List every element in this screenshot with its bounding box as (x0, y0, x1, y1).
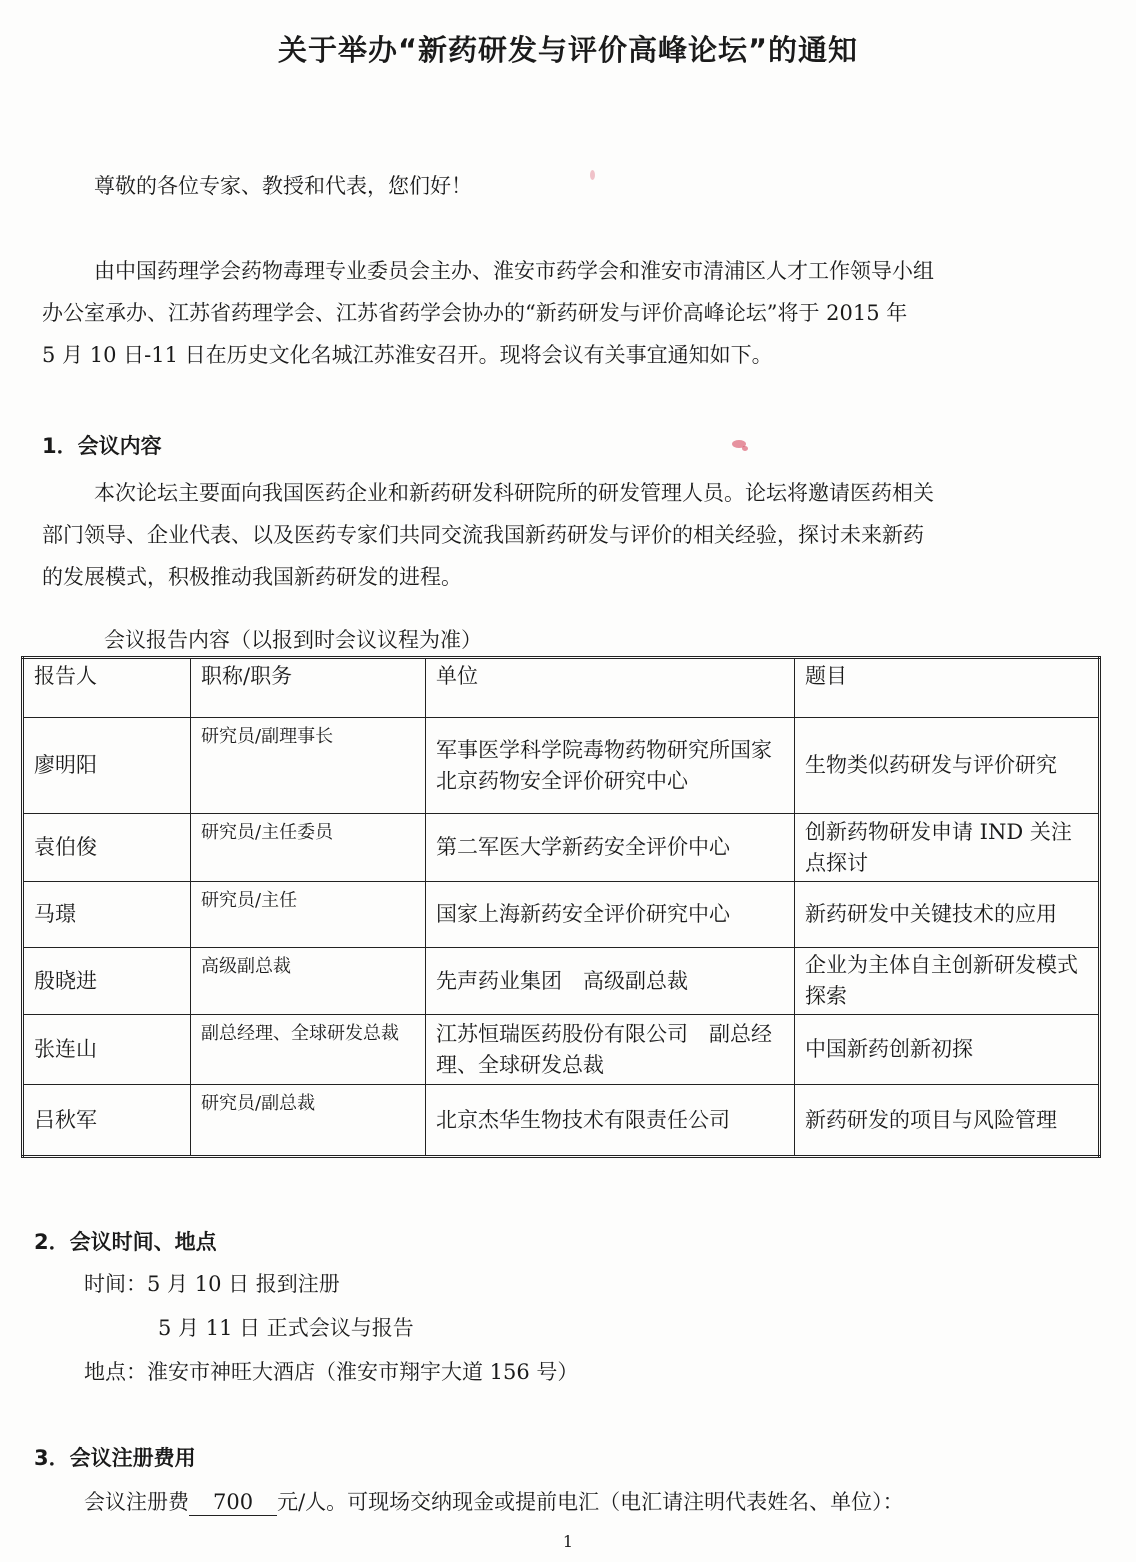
row-speaker: 殷晓进 (23, 948, 191, 1015)
fee-prefix: 会议注册费 (84, 1490, 189, 1514)
ink-stain (742, 446, 748, 451)
fee-suffix: 元/人。可现场交纳现金或提前电汇（电汇请注明代表姓名、单位）： (277, 1490, 904, 1514)
row-speaker: 马璟 (23, 882, 191, 948)
row-position: 副总经理、全球研发总裁 (191, 1015, 426, 1085)
place-row (84, 1356, 578, 1388)
table-header-row (23, 658, 1100, 718)
document-title: 关于举办“新药研发与评价高峰论坛”的通知 (277, 33, 859, 67)
row-unit: 军事医学科学院毒物药物研究所国家北京药物安全评价研究中心 (426, 718, 795, 814)
intro-paragraph (42, 250, 1102, 376)
page-number: 1 (562, 1532, 574, 1551)
row-topic: 生物类似药研发与评价研究 (795, 718, 1100, 814)
row-topic: 企业为主体自主创新研发模式探索 (795, 948, 1100, 1015)
table-row (23, 948, 1100, 1015)
table-row (23, 1015, 1100, 1085)
table-row (23, 882, 1100, 948)
intro-line-1: 由中国药理学会药物毒理专业委员会主办、淮安市药学会和淮安市清浦区人才工作领导小组 (94, 259, 934, 283)
ink-stain (590, 170, 595, 180)
section3-heading: 3．会议注册费用 (34, 1446, 196, 1470)
row-speaker: 廖明阳 (23, 718, 191, 814)
time-label: 时间： (84, 1272, 147, 1296)
row-unit: 第二军医大学新药安全评价中心 (426, 814, 795, 882)
greeting: 尊敬的各位专家、教授和代表，您们好！ (94, 174, 472, 198)
fee-row (84, 1486, 904, 1518)
header-unit: 单位 (426, 658, 795, 718)
row-unit: 江苏恒瑞医药股份有限公司 副总经理、全球研发总裁 (426, 1015, 795, 1085)
table-caption: 会议报告内容（以报到时会议议程为准） (104, 628, 482, 652)
section1-paragraph (42, 472, 1102, 598)
table-row (23, 718, 1100, 814)
row-topic: 新药研发的项目与风险管理 (795, 1085, 1100, 1157)
row-position: 研究员/副理事长 (191, 718, 426, 814)
intro-line-2: 办公室承办、江苏省药理学会、江苏省药学会协办的“新药研发与评价高峰论坛”将于 2015 年 (42, 301, 908, 325)
row-position: 研究员/主任 (191, 882, 426, 948)
row-position: 研究员/副总裁 (191, 1085, 426, 1157)
place-label: 地点： (84, 1360, 147, 1384)
fee-value: 700 (189, 1489, 277, 1516)
section1-line-3: 的发展模式，积极推动我国新药研发的进程。 (42, 565, 462, 589)
row-position: 高级副总裁 (191, 948, 426, 1015)
row-topic: 中国新药创新初探 (795, 1015, 1100, 1085)
table-row (23, 1085, 1100, 1157)
time-value-1: 5 月 10 日 报到注册 (147, 1272, 340, 1296)
section2-heading: 2．会议时间、地点 (34, 1230, 217, 1254)
row-speaker: 张连山 (23, 1015, 191, 1085)
row-speaker: 袁伯俊 (23, 814, 191, 882)
row-topic: 新药研发中关键技术的应用 (795, 882, 1100, 948)
section1-heading: 1．会议内容 (42, 434, 162, 458)
table-row (23, 814, 1100, 882)
report-table (21, 656, 1101, 1158)
place-value: 淮安市神旺大酒店（淮安市翔宇大道 156 号） (147, 1360, 579, 1384)
row-topic: 创新药物研发申请 IND 关注点探讨 (795, 814, 1100, 882)
time-row-1 (84, 1268, 340, 1300)
row-speaker: 吕秋军 (23, 1085, 191, 1157)
time-value-2: 5 月 11 日 正式会议与报告 (158, 1316, 414, 1340)
row-unit: 北京杰华生物技术有限责任公司 (426, 1085, 795, 1157)
row-position: 研究员/主任委员 (191, 814, 426, 882)
header-topic: 题目 (795, 658, 1100, 718)
section1-line-2: 部门领导、企业代表、以及医药专家们共同交流我国新药研发与评价的相关经验，探讨未来新药 (42, 523, 924, 547)
intro-line-3: 5 月 10 日-11 日在历史文化名城江苏淮安召开。现将会议有关事宜通知如下。 (42, 343, 773, 367)
row-unit: 国家上海新药安全评价研究中心 (426, 882, 795, 948)
section1-line-1: 本次论坛主要面向我国医药企业和新药研发科研院所的研发管理人员。论坛将邀请医药相关 (94, 481, 934, 505)
row-unit: 先声药业集团 高级副总裁 (426, 948, 795, 1015)
header-position: 职称/职务 (191, 658, 426, 718)
header-speaker: 报告人 (23, 658, 191, 718)
